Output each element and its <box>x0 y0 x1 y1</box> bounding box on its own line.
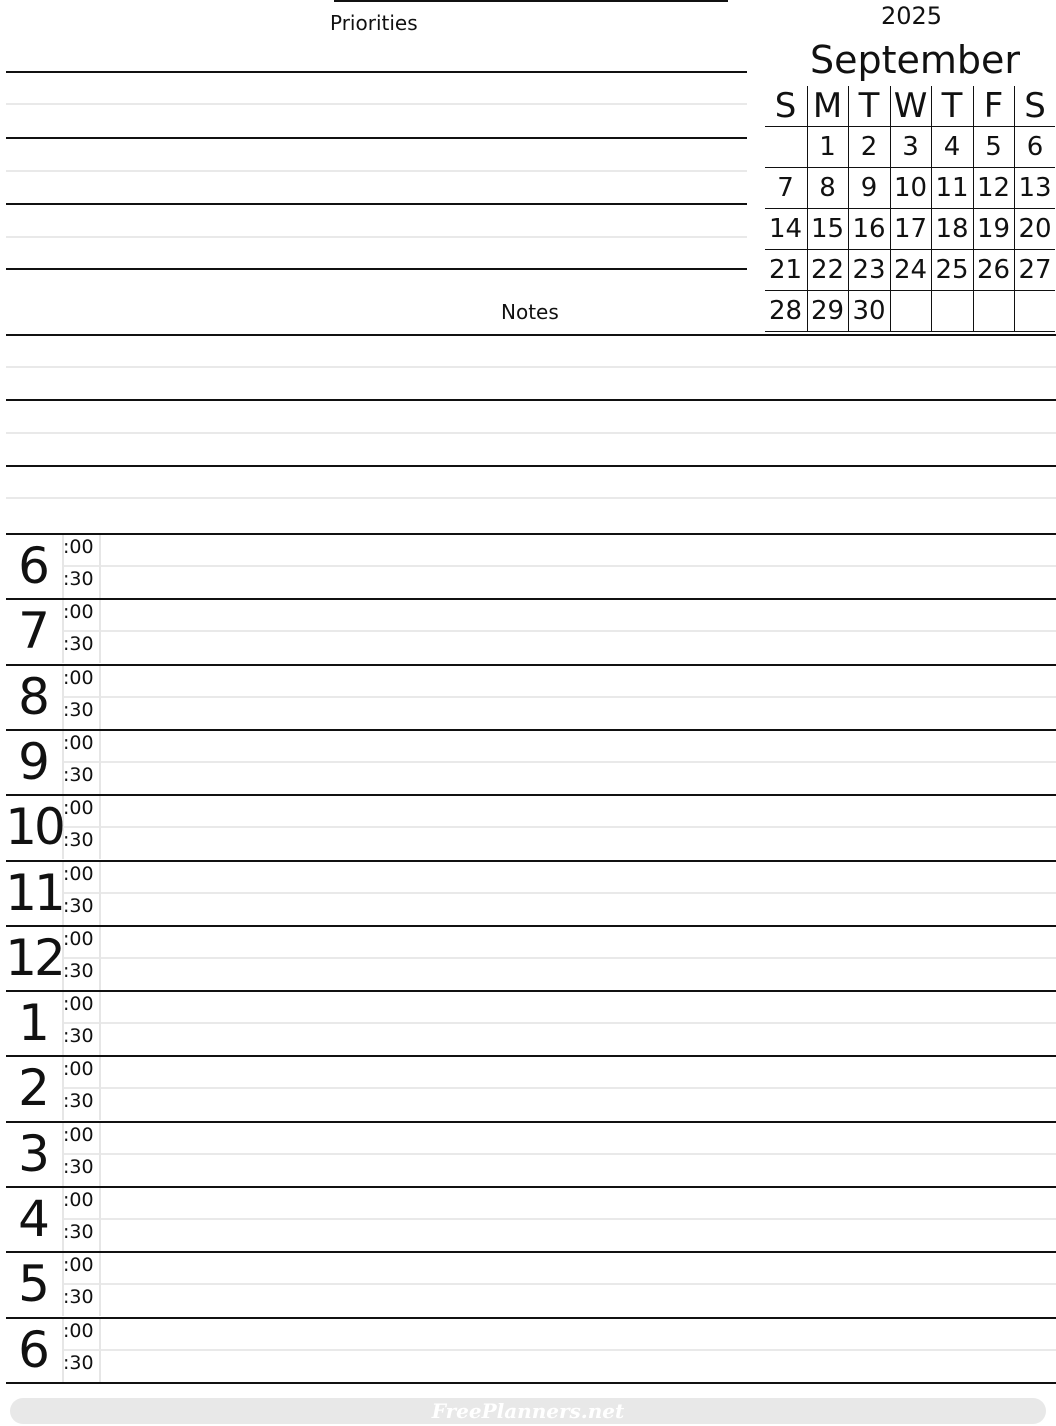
hour-rule <box>6 664 1056 666</box>
hour-rule <box>6 925 1056 927</box>
time-column-divider <box>99 1319 101 1382</box>
minute-label: :00 <box>63 536 94 558</box>
calendar-day[interactable]: 28 <box>768 296 803 326</box>
notes-subline <box>6 432 1056 434</box>
hour-block[interactable] <box>6 533 1056 598</box>
hour-label: 11 <box>5 864 63 922</box>
calendar-week-row <box>765 249 1055 290</box>
hour-block[interactable] <box>6 729 1056 794</box>
hour-block[interactable] <box>6 1121 1056 1186</box>
calendar-week-row <box>765 290 1055 331</box>
priority-line[interactable] <box>6 71 747 73</box>
calendar-day[interactable]: 5 <box>973 127 1014 167</box>
minute-label: :00 <box>63 993 94 1015</box>
hour-block[interactable] <box>6 1251 1056 1316</box>
hour-label: 6 <box>18 1321 50 1379</box>
time-column-divider <box>99 1123 101 1186</box>
hour-rule <box>6 598 1056 600</box>
minute-label: :00 <box>63 1254 94 1276</box>
time-column-divider <box>99 666 101 729</box>
hour-block[interactable] <box>6 598 1056 663</box>
calendar-day[interactable]: 26 <box>973 250 1014 290</box>
half-hour-rule <box>62 1022 1056 1024</box>
calendar-week-row <box>765 167 1055 208</box>
hour-rule <box>6 1121 1056 1123</box>
hour-label: 1 <box>18 994 50 1052</box>
calendar-weekday: M <box>807 86 848 126</box>
hour-rule <box>6 1317 1056 1319</box>
hour-label: 12 <box>5 929 63 987</box>
calendar-week-row <box>765 126 1055 167</box>
top-rule <box>334 0 728 2</box>
time-column-divider <box>99 1253 101 1316</box>
calendar-day[interactable] <box>1014 291 1055 331</box>
time-column-divider <box>99 731 101 794</box>
hour-block[interactable] <box>6 794 1056 859</box>
time-column-divider <box>99 992 101 1055</box>
minute-label: :00 <box>63 1320 94 1342</box>
calendar-weekday: S <box>1014 86 1055 126</box>
hour-rule <box>6 990 1056 992</box>
hour-block[interactable] <box>6 1317 1056 1382</box>
priority-subline <box>6 103 747 105</box>
calendar-day[interactable]: 12 <box>973 168 1014 208</box>
calendar-day[interactable]: 14 <box>768 214 803 244</box>
calendar-weekday: W <box>890 86 931 126</box>
calendar-day[interactable] <box>973 291 1014 331</box>
calendar-weekday: T <box>931 86 972 126</box>
calendar-day[interactable] <box>890 291 931 331</box>
minute-label: :30 <box>63 633 94 655</box>
priority-line[interactable] <box>6 203 747 205</box>
calendar-day[interactable]: 23 <box>848 250 889 290</box>
calendar-day[interactable] <box>931 291 972 331</box>
priority-subline <box>6 236 747 238</box>
calendar-day[interactable]: 1 <box>807 127 848 167</box>
half-hour-rule <box>62 565 1056 567</box>
hour-label: 3 <box>18 1125 50 1183</box>
minute-label: :30 <box>63 1352 94 1374</box>
calendar-day[interactable]: 2 <box>848 127 889 167</box>
notes-line[interactable] <box>6 334 1056 336</box>
notes-subline <box>6 497 1056 499</box>
hour-label: 5 <box>18 1255 50 1313</box>
notes-subline <box>6 366 1056 368</box>
half-hour-rule <box>62 1283 1056 1285</box>
calendar-day[interactable]: 8 <box>807 168 848 208</box>
time-column-divider <box>99 927 101 990</box>
notes-line[interactable] <box>6 465 1056 467</box>
hour-rule <box>6 533 1056 535</box>
hour-label: 6 <box>18 537 50 595</box>
half-hour-rule <box>62 696 1056 698</box>
calendar-day[interactable]: 22 <box>807 250 848 290</box>
minute-label: :00 <box>63 1058 94 1080</box>
hour-rule <box>6 794 1056 796</box>
hour-rule <box>6 1055 1056 1057</box>
calendar-day[interactable]: 30 <box>848 291 889 331</box>
hour-block[interactable] <box>6 1186 1056 1251</box>
minute-label: :30 <box>63 699 94 721</box>
notes-line[interactable] <box>6 399 1056 401</box>
minute-label: :00 <box>63 928 94 950</box>
minute-label: :00 <box>63 1124 94 1146</box>
minute-label: :30 <box>63 1286 94 1308</box>
calendar-day[interactable]: 9 <box>848 168 889 208</box>
minute-label: :30 <box>63 895 94 917</box>
time-column-divider <box>99 535 101 598</box>
calendar-week-row <box>765 208 1055 249</box>
hour-rule <box>6 860 1056 862</box>
calendar-day[interactable]: 17 <box>890 209 931 249</box>
half-hour-rule <box>62 630 1056 632</box>
minute-label: :30 <box>63 568 94 590</box>
calendar-weekday: S <box>774 86 797 126</box>
hour-block[interactable] <box>6 664 1056 729</box>
minute-label: :30 <box>63 829 94 851</box>
minute-label: :30 <box>63 764 94 786</box>
half-hour-rule <box>62 1349 1056 1351</box>
calendar-day[interactable]: 13 <box>1014 168 1055 208</box>
minute-label: :30 <box>63 960 94 982</box>
hour-label: 10 <box>5 798 63 856</box>
calendar-weekday: F <box>973 86 1014 126</box>
time-column-divider <box>99 796 101 859</box>
minute-label: :00 <box>63 732 94 754</box>
minute-label: :00 <box>63 797 94 819</box>
calendar-day[interactable]: 20 <box>1014 209 1055 249</box>
priority-subline <box>6 170 747 172</box>
hour-block[interactable] <box>6 1055 1056 1120</box>
schedule-bottom-rule <box>6 1382 1056 1384</box>
calendar-day[interactable]: 27 <box>1014 250 1055 290</box>
minute-label: :00 <box>63 863 94 885</box>
half-hour-rule <box>62 761 1056 763</box>
time-column-divider <box>99 1057 101 1120</box>
calendar-day[interactable]: 4 <box>931 127 972 167</box>
time-column-divider <box>99 862 101 925</box>
calendar-day[interactable]: 19 <box>973 209 1014 249</box>
half-hour-rule <box>62 1153 1056 1155</box>
hour-label: 2 <box>18 1059 50 1117</box>
hour-label: 8 <box>18 668 50 726</box>
hour-rule <box>6 1251 1056 1253</box>
half-hour-rule <box>62 957 1056 959</box>
calendar-day[interactable] <box>765 127 806 167</box>
calendar-day[interactable]: 18 <box>931 209 972 249</box>
calendar-day[interactable]: 16 <box>848 209 889 249</box>
half-hour-rule <box>62 1087 1056 1089</box>
priority-line[interactable] <box>6 268 747 270</box>
calendar-day[interactable]: 7 <box>777 173 794 203</box>
calendar-weekday: T <box>848 86 889 126</box>
calendar-day[interactable]: 6 <box>1014 127 1055 167</box>
calendar-day[interactable]: 10 <box>890 168 931 208</box>
calendar-day[interactable]: 21 <box>768 255 803 285</box>
calendar-day[interactable]: 3 <box>890 127 931 167</box>
hour-rule <box>6 1186 1056 1188</box>
minute-label: :30 <box>63 1025 94 1047</box>
calendar-day[interactable]: 24 <box>890 250 931 290</box>
notes-label: Notes <box>501 300 559 324</box>
calendar-weekday-row <box>765 86 1055 126</box>
hour-label: 9 <box>18 733 50 791</box>
priority-line[interactable] <box>6 137 747 139</box>
time-column-divider <box>99 1188 101 1251</box>
half-hour-rule <box>62 1218 1056 1220</box>
month-label: September <box>810 38 1021 82</box>
priorities-label: Priorities <box>330 11 418 35</box>
calendar-day[interactable]: 15 <box>807 209 848 249</box>
minute-label: :30 <box>63 1221 94 1243</box>
hour-block[interactable] <box>6 925 1056 990</box>
hour-rule <box>6 729 1056 731</box>
calendar-bottom-rule <box>765 331 1055 332</box>
hour-label: 7 <box>18 602 50 660</box>
year-label: 2025 <box>881 2 943 30</box>
minute-label: :00 <box>63 601 94 623</box>
calendar-day[interactable]: 29 <box>807 291 848 331</box>
half-hour-rule <box>62 892 1056 894</box>
minute-label: :30 <box>63 1156 94 1178</box>
time-column-divider <box>99 600 101 663</box>
minute-label: :00 <box>63 667 94 689</box>
half-hour-rule <box>62 826 1056 828</box>
hour-label: 4 <box>18 1190 50 1248</box>
calendar-day[interactable]: 11 <box>931 168 972 208</box>
hour-block[interactable] <box>6 860 1056 925</box>
calendar-day[interactable]: 25 <box>931 250 972 290</box>
footer-bar <box>10 1398 1046 1424</box>
minute-label: :30 <box>63 1090 94 1112</box>
footer-brand: FreePlanners.net <box>431 1399 625 1423</box>
hour-block[interactable] <box>6 990 1056 1055</box>
minute-label: :00 <box>63 1189 94 1211</box>
